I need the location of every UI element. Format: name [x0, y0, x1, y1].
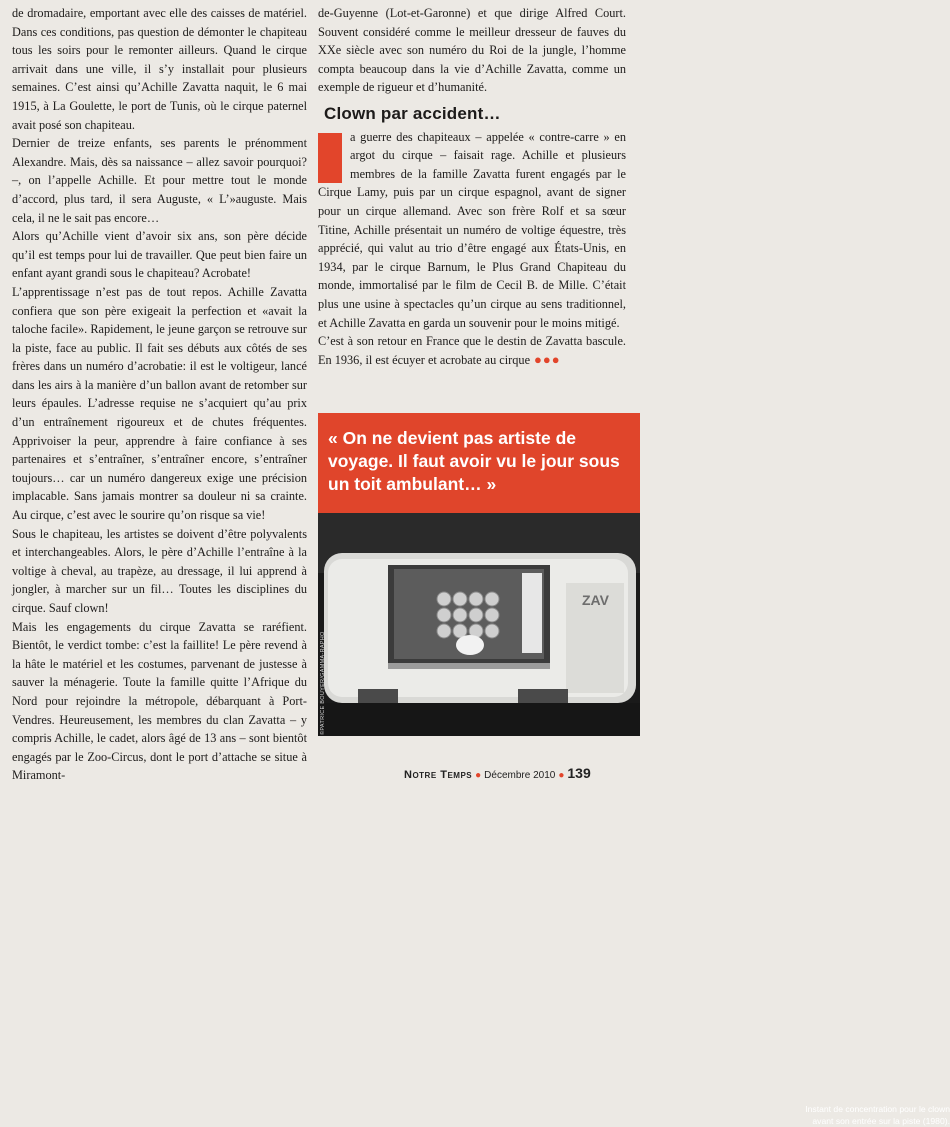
page-footer: [404, 765, 604, 781]
dropcap-letter-block: [318, 133, 342, 183]
magazine-name: Notre Temps: [404, 769, 473, 781]
article-left-column: [12, 4, 307, 785]
article-paragraph: a guerre des chapiteaux – appelée « contre-carre » en argot du cirque – faisait rage. Achille et plusieurs membres de la famille Zavatta furent engagés par le Cirque Lamy, puis par un cirque espagnol, avant de signer pour un cirque allemand. Avec son frère Rolf et sa sœur Titine, Achille présentait un numéro de voltige équestre, très apprécié, qui valut au trio d’être engagé aux États-Unis, en 1934, par le cirque Barnum, le Plus Grand Chapiteau du monde, immortalisé par le film de Cecil B. de Mille. C’était plus une usine à spectacles qu’un cirque au sens traditionnel, et Achille Zavatta en garda un souvenir pour le moins mitigé.: [318, 129, 626, 330]
photo-caption: Instant de concentration pour le clown avant son entrée sur la piste (1980).: [805, 1104, 950, 1126]
article-paragraph: [318, 332, 626, 369]
article-text: C’est à son retour en France que le destin de Zavatta bascule. En 1936, il est écuyer et acrobate au cirque: [318, 334, 626, 367]
article-paragraph: Dernier de treize enfants, ses parents le prénomment Alexandre. Mais, dès sa naissance – allez savoir pourquoi? –, on l’appelle Achille. Et pour mettre tout le monde d’accord, plus tard, il sera Auguste, « L’»auguste. Mais cela, il ne le sait pas encore…: [12, 136, 307, 225]
pull-quote: « On ne devient pas artiste de voyage. Il faut avoir vu le jour sous un toit ambulant… »: [318, 413, 640, 513]
article-paragraph: Alors qu’Achille vient d’avoir six ans, son père décide qu’il est temps pour lui de travailler. Que peut bien faire un enfant ayant grandi sous le chapiteau? Acrobate!: [12, 229, 307, 281]
article-right-column: [318, 4, 626, 369]
section-heading: Clown par accident…: [324, 103, 501, 123]
trailer-photo: [318, 513, 640, 736]
trailer-lettering: ZAV: [582, 592, 609, 608]
footer-separator: ●: [558, 770, 565, 781]
clown-face: [456, 635, 484, 655]
article-paragraph: Sous le chapiteau, les artistes se doivent d’être polyvalents et interchangeables. Alors, le père d’Achille l’entraîne à la voltige à cheval, au trapèze, au dressage, il lui apprend à jongler, à marcher sur un fil… Toutes les disciplines du cirque. Sauf clown!: [12, 526, 307, 615]
article-paragraph: L’apprentissage n’est pas de tout repos. Achille Zavatta confiera que son père exigeait la perfection et «avait la taloche facile». Rapidement, le jeune garçon se retrouve sur la piste, face au public. Il fait ses débuts aux côtés de ses frères dans un numéro d’acrobatie: il est le voltigeur, lancé dans les airs à la manière d’un ballon avant de retomber sur leurs épaules. L’adresse requise ne s’acquiert qu’au prix d’un entraînement rigoureux et de chutes fréquentes. Apprivoiser la peur, apprendre à faire confiance à ses partenaires et s’entraîner, s’entraîner encore, s’entraîner toujours… car un numéro dangereux exige une précision implacable. Sans jamais montrer sa douleur ni sa crainte. Au cirque, c’est avec le sourire qu’on risque sa vie!: [12, 284, 307, 523]
footer-separator: ●: [475, 770, 482, 781]
photo-credit: ©PATRICE BOUYER/GAMMA-RAPHO: [320, 631, 326, 735]
issue-date: Décembre 2010: [484, 770, 556, 781]
dropcap-paragraph: [318, 128, 626, 333]
page-number: 139: [567, 765, 591, 781]
article-paragraph: Mais les engagements du cirque Zavatta se raréfient. Bientôt, le verdict tombe: c’est la faillite! Le père revend à la hâte le matériel et les costumes, parvenant de justesse à sauver la ménagerie. Toute la famille quitte l’Afrique du Nord pour rejoindre la métropole, débarquant à Port-Vendres. Heureusement, les membres du clan Zavatta – y compris Achille, le cadet, alors âgé de 13 ans – sont bientôt engagés par le Zoo-Circus, dont le port d’attache se situe à Miramont-: [12, 619, 307, 783]
curtain: [522, 573, 542, 653]
continue-marker: ●●●: [534, 351, 561, 367]
article-paragraph: de-Guyenne (Lot-et-Garonne) et que dirige Alfred Court. Souvent considéré comme le meilleur dresseur de fauves du XXe siècle avec son numéro du Roi de la jungle, l’homme compta beaucoup dans la vie d’Achille Zavatta, comme un exemple de rigueur et d’humanité.: [318, 6, 626, 95]
article-paragraph: de dromadaire, emportant avec elle des caisses de matériel. Dans ces conditions, pas question de démonter le chapiteau tous les soirs pour le remonter ailleurs. Quand le cirque arrivait dans une ville, il s’y installait pour plusieurs semaines. C’est ainsi qu’Achille Zavatta naquit, le 6 mai 1915, à La Goulette, le port de Tunis, où le cirque paternel avait posé son chapiteau.: [12, 6, 307, 132]
